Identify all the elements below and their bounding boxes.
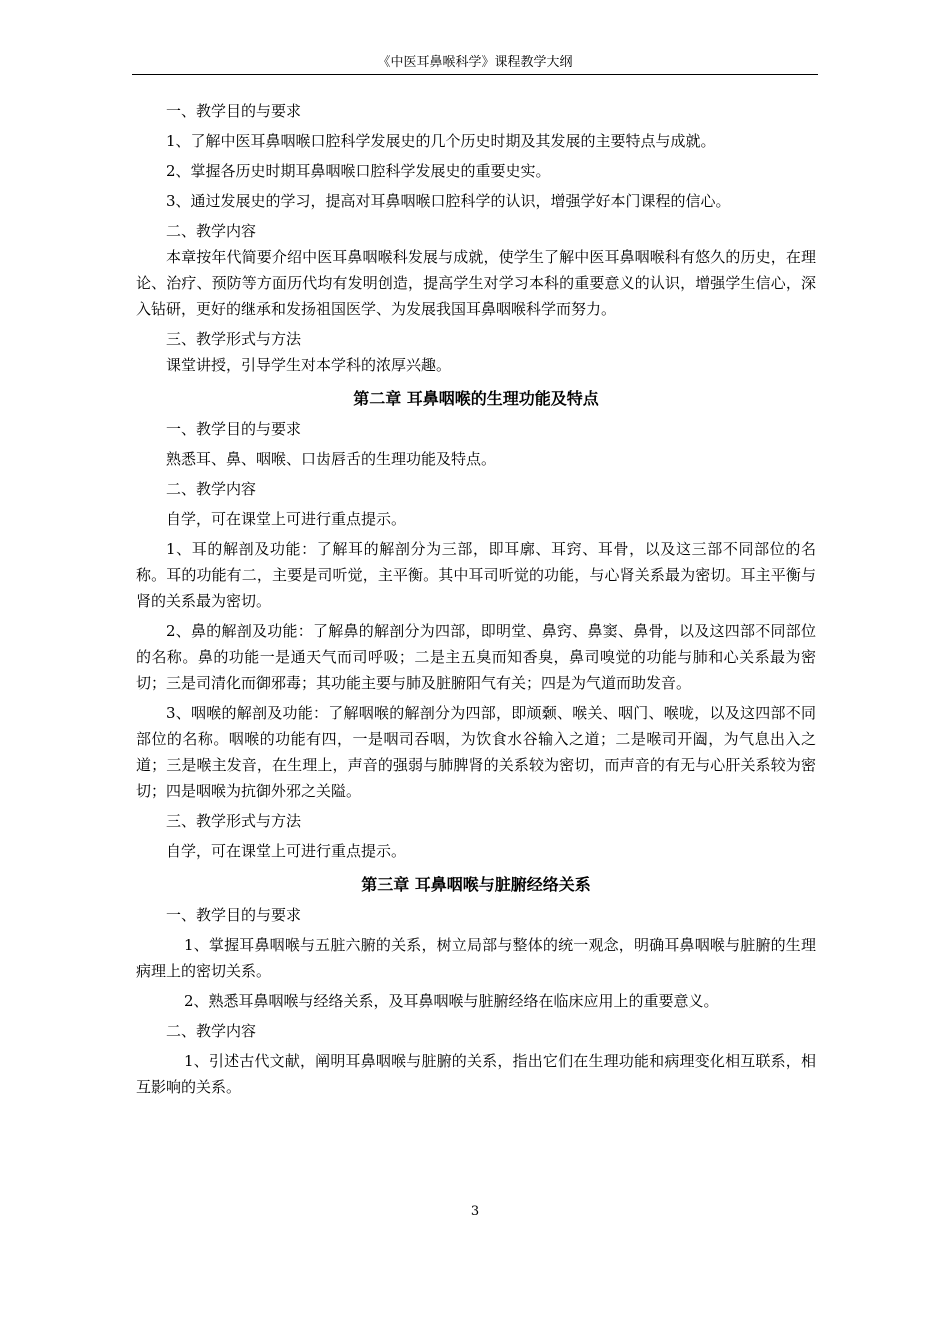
content-item: 1、引述古代文献，阐明耳鼻咽喉与脏腑的关系，指出它们在生理功能和病理变化相互联系，相互影响的关系。 bbox=[136, 1052, 816, 1096]
chapter-title: 第三章 耳鼻咽喉与脏腑经络关系 bbox=[361, 875, 591, 894]
section-content-heading: 二、教学内容 bbox=[166, 222, 257, 240]
chapter-title: 第二章 耳鼻咽喉的生理功能及特点 bbox=[353, 389, 599, 408]
section-method-heading: 三、教学形式与方法 bbox=[166, 330, 302, 348]
content-paragraph: 本章按年代简要介绍中医耳鼻咽喉科发展与成就，使学生了解中医耳鼻咽喉科有悠久的历史，在理论、治疗、预防等方面历代均有发明创造，提高学生对学习本科的重要意义的认识，增强学生信心，深入钻研，更好的继承和发扬祖国医学、为发展我国耳鼻咽喉科学而努力。 bbox=[136, 248, 816, 318]
section-goal-heading: 一、教学目的与要求 bbox=[166, 102, 302, 120]
page-number: 3 bbox=[470, 1204, 480, 1219]
section-content-heading: 二、教学内容 bbox=[166, 1022, 257, 1040]
content-item: 2、鼻的解剖及功能：了解鼻的解剖分为四部，即明堂、鼻窍、鼻窦、鼻骨，以及这四部不同部位的名称。鼻的功能一是通天气而司呼吸；二是主五臭而知香臭，鼻司嗅觉的功能与肺和心关系最为密切；三是司清化而御邪毒；其功能主要与肺及脏腑阳气有关；四是为气道而助发音。 bbox=[136, 622, 816, 692]
goal-item: 2、掌握各历史时期耳鼻咽喉口腔科学发展史的重要史实。 bbox=[166, 162, 551, 180]
section-content-heading: 二、教学内容 bbox=[166, 480, 257, 498]
method-paragraph: 自学，可在课堂上可进行重点提示。 bbox=[166, 842, 407, 860]
page-header: 《中医耳鼻喉科学》课程教学大纲 bbox=[132, 54, 818, 75]
goal-item: 2、熟悉耳鼻咽喉与经络关系，及耳鼻咽喉与脏腑经络在临床应用上的重要意义。 bbox=[184, 992, 719, 1010]
content-intro: 自学，可在课堂上可进行重点提示。 bbox=[166, 510, 407, 528]
content-item: 1、耳的解剖及功能：了解耳的解剖分为三部，即耳廓、耳窍、耳骨，以及这三部不同部位的名称。耳的功能有二，主要是司听觉，主平衡。其中耳司听觉的功能，与心肾关系最为密切。耳主平衡与肾的关系最为密切。 bbox=[136, 540, 816, 610]
document-body bbox=[136, 98, 816, 1104]
goal-item: 3、通过发展史的学习，提高对耳鼻咽喉口腔科学的认识，增强学好本门课程的信心。 bbox=[166, 192, 731, 210]
section-method-heading: 三、教学形式与方法 bbox=[166, 812, 302, 830]
goal-paragraph: 熟悉耳、鼻、咽喉、口齿唇舌的生理功能及特点。 bbox=[166, 450, 497, 468]
section-goal-heading: 一、教学目的与要求 bbox=[166, 906, 302, 924]
goal-item: 1、了解中医耳鼻咽喉口腔科学发展史的几个历史时期及其发展的主要特点与成就。 bbox=[166, 132, 716, 150]
goal-item: 1、掌握耳鼻咽喉与五脏六腑的关系，树立局部与整体的统一观念，明确耳鼻咽喉与脏腑的生理病理上的密切关系。 bbox=[136, 936, 816, 980]
method-paragraph: 课堂讲授，引导学生对本学科的浓厚兴趣。 bbox=[166, 356, 452, 374]
content-item: 3、咽喉的解剖及功能：了解咽喉的解剖分为四部，即颃颡、喉关、咽门、喉咙，以及这四部不同部位的名称。咽喉的功能有四，一是咽司吞咽，为饮食水谷输入之道；二是喉司开阖，为气息出入之道；三是喉主发音，在生理上，声音的强弱与肺脾肾的关系较为密切，而声音的有无与心肝关系较为密切；四是咽喉为抗御外邪之关隘。 bbox=[136, 704, 816, 800]
section-goal-heading: 一、教学目的与要求 bbox=[166, 420, 302, 438]
